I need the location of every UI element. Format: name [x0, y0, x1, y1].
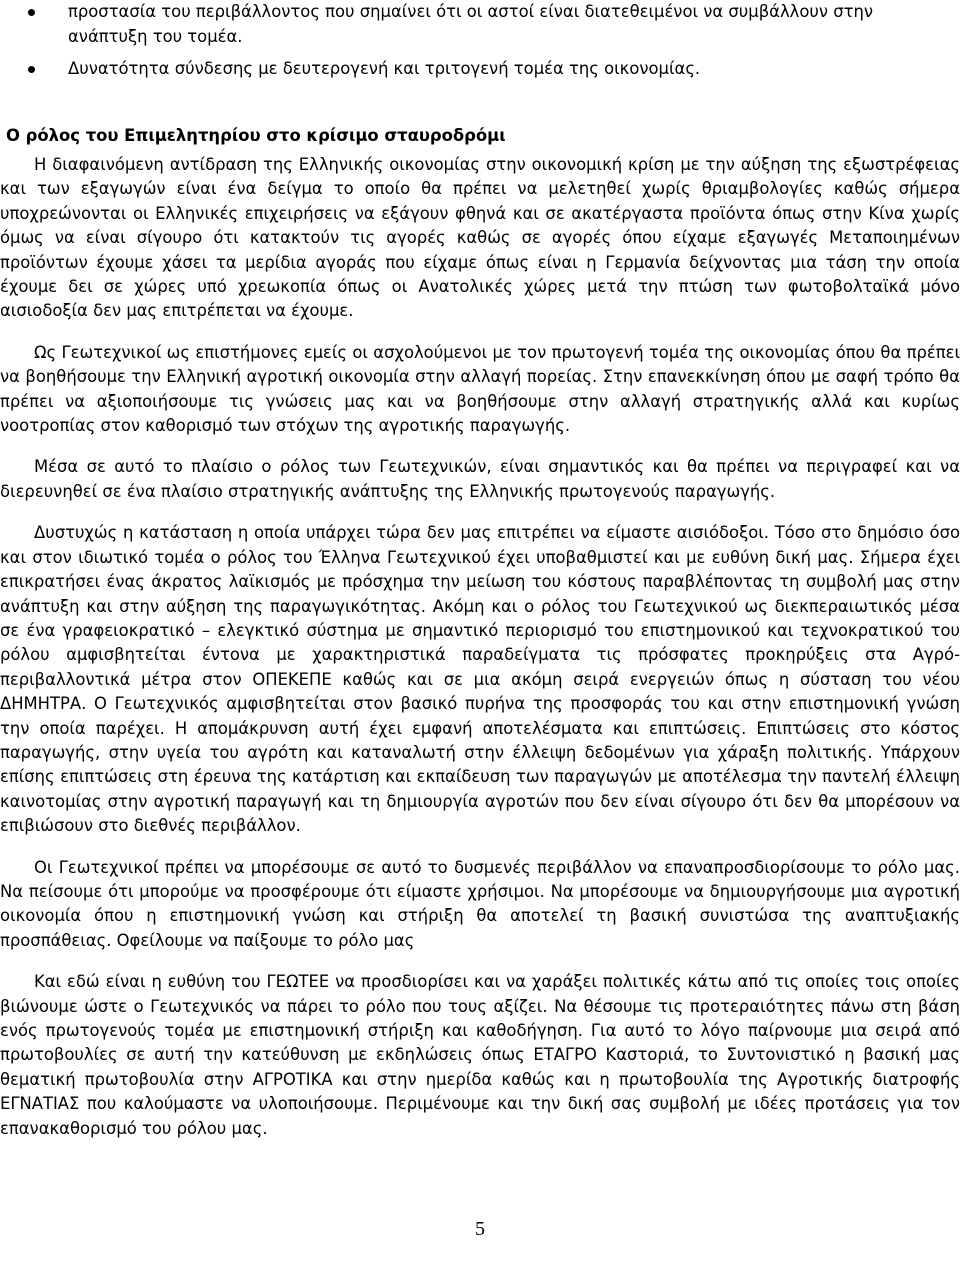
paragraph: Ως Γεωτεχνικοί ως επιστήμονες εμείς οι ασχολούμενοι με τον πρωτογενή τομέα της οικονομίας όπου θα πρέπει να βοηθήσουμε την Ελληνική αγροτική οικονομία στην αλλαγή πορείας. Στην επανεκκίνηση όπου με σαφή τρόπο θα πρέπει να αξιοποιήσουμε τις γνώσεις μας και να βοηθήσουμε στην αλλαγή στρατηγικής αλλά και κυρίως νοοτροπίας στον καθορισμό των στόχων της αγροτικής παραγωγής.: [0, 342, 960, 436]
bullet-icon: [28, 66, 35, 73]
bullet-item: [0, 57, 960, 82]
section-heading: Ο ρόλος του Επιμελητηρίου στο κρίσιμο σταυροδρόμι: [6, 126, 506, 145]
body-text: [0, 153, 960, 1158]
bullet-icon: [28, 9, 35, 16]
paragraph: Οι Γεωτεχνικοί πρέπει να μπορέσουμε σε αυτό το δυσμενές περιβάλλον να επαναπροσδιορίσουμε το ρόλο μας. Να πείσουμε ότι μπορούμε να προσφέρουμε ότι είμαστε χρήσιμοι. Να μπορέσουμε να δημιουργήσουμε μια αγροτική οικονομία όπου η επιστημονική γνώση και στήριξη θα αποτελεί τη βασική συνιστώσα της αναπτυξιακής προσπάθειας. Οφείλουμε να παίξουμε το ρόλο μας: [0, 857, 960, 950]
paragraph: Μέσα σε αυτό το πλαίσιο ο ρόλος των Γεωτεχνικών, είναι σημαντικός και θα πρέπει να περιγραφεί και να διερευνηθεί σε ένα πλαίσιο στρατηγικής ανάπτυξης της Ελληνικής πρωτογενούς παραγωγής.: [0, 457, 960, 501]
bullet-list: [0, 0, 960, 90]
paragraph: Και εδώ είναι η ευθύνη του ΓΕΩΤΕΕ να προσδιορίσει και να χαράξει πολιτικές κάτω από τις οποίες τοις οποίες βιώνουμε ώστε ο Γεωτεχνικός να πάρει το ρόλο που τους αξίζει. Να θέσουμε τις προτεραιότητες πάνω στη βάση ενός πρωτογενούς τομέα με επιστημονική στήριξη και καθοδήγηση. Για αυτό το λόγο παίρνουμε μια σειρά από πρωτοβουλίες σε αυτή την κατεύθυνση με εκδηλώσεις όπως ΕΤΑΓΡΟ Καστοριά, το Συντονιστικό η βασική μας θεματική πρωτοβουλία στην ΑΓΡΟΤΙΚΑ και στην ημερίδα καθώς και η πρωτοβουλία της Αγροτικής διατροφής ΕΓΝΑΤΙΑΣ που καλούμαστε να υλοποιήσουμε. Περιμένουμε και την δική σας συμβολή με ιδέες προτάσεις για τον επανακαθορισμό του ρόλου μας.: [0, 972, 960, 1138]
bullet-item: [0, 0, 960, 49]
paragraph: Δυστυχώς η κατάσταση η οποία υπάρχει τώρα δεν μας επιτρέπει να είμαστε αισιόδοξοι. Τόσο στο δημόσιο όσο και στον ιδιωτικό τομέα ο ρόλος του Έλληνα Γεωτεχνικού έχει υποβαθμιστεί και με ευθύνη δική μας. Σήμερα έχει επικρατήσει ένας άκρατος λαϊκισμός με πρόσχημα την μείωση του κόστους παραβλέποντας τη συμβολή μας στην ανάπτυξη και στην αύξηση της παραγωγικότητας. Ακόμη και ο ρόλος του Γεωτεχνικού ως διεκπεραιωτικός μέσα σε ένα γραφειοκρατικό – ελεγκτικό σύστημα με σημαντικό περιορισμό του επιστημονικού και τεχνοκρατικού του ρόλου αμφισβητείται έντονα με χαρακτηριστικά παραδείγματα τις πρόσφατες προκηρύξεις στα Αγρό-περιβαλλοντικά μέτρα στον ΟΠΕΚΕΠΕ καθώς και σε μια ακόμη σειρά ενεργειών όπως η σύσταση του νέου ΔΗΜΗΤΡΑ. Ο Γεωτεχνικός αμφισβητείται στον βασικό πυρήνα της προσφοράς του και στην επιστημονική γνώση την οποία παρέχει. Η απομάκρυνση αυτή έχει εμφανή αποτελέσματα και επιπτώσεις. Επιπτώσεις στο κόστος παραγωγής, στην υγεία του αγρότη και καταναλωτή στην έλλειψη δεδομένων για χάραξη πολιτικής. Υπάρχουν επίσης επιπτώσεις στη έρευνα της κατάρτιση και εκπαίδευση των παραγωγών με αποτέλεσμα την παντελή έλλειψη καινοτομίας στην αγροτική παραγωγή και τη δημιουργία αγροτών που δεν είναι σίγουρο ότι δεν θα μπορέσουν να επιβιώσουν στο διεθνές περιβάλλον.: [0, 523, 960, 836]
bullet-text: Δυνατότητα σύνδεσης με δευτερογενή και τριτογενή τομέα της οικονομίας.: [68, 59, 701, 78]
bullet-text: προστασία του περιβάλλοντος που σημαίνει ότι οι αστοί είναι διατεθειμένοι να συμβάλλουν στην ανάπτυξη του τομέα.: [68, 2, 874, 46]
paragraph: Η διαφαινόμενη αντίδραση της Ελληνικής οικονομίας στην οικονομική κρίση με την αύξηση της εξωστρέφειας και των εξαγωγών είναι ένα δείγμα το οποίο θα πρέπει να μελετηθεί χωρίς θριαμβολογίες καθώς σήμερα υποχρεώνονται οι Ελληνικές επιχειρήσεις να εξάγουν φθηνά και σε ακατέργαστα προϊόντα όπως στην Κίνα χωρίς όμως να είναι σίγουρο ότι κατακτούν τις αγορές καθώς σε αγορές όπου είχαμε εξαγωγές Μεταποιημένων προϊόντων έχουμε χάσει τα μερίδια αγοράς που είχαμε όπως είναι η Γερμανία δείχνοντας μια τάση την οποία έχουμε δει σε χώρες υπό χρεωκοπία όπως οι Ανατολικές χώρες μετά την πτώση των φωτοβολταϊκά μόνο αισιοδοξία δεν μας επιτρέπεται να έχουμε.: [0, 155, 960, 321]
page-number: 5: [475, 1218, 485, 1240]
